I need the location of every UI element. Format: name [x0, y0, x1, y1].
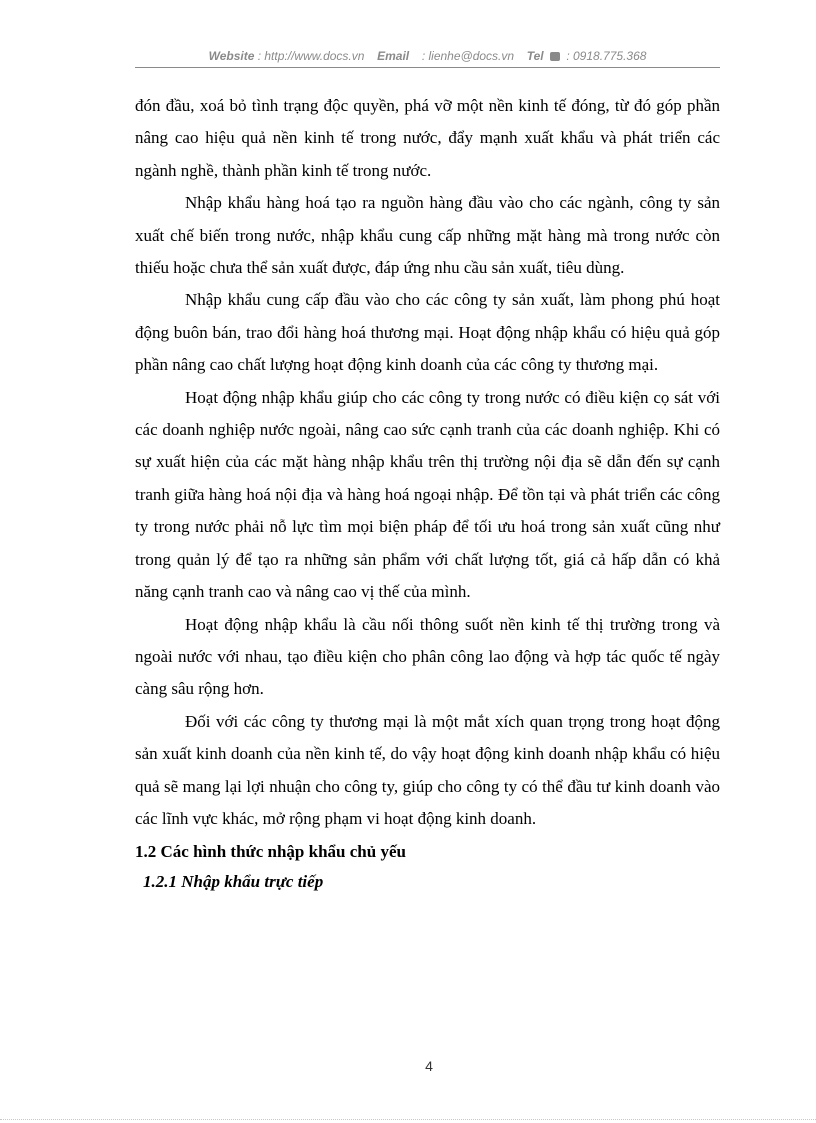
page-bottom-divider	[0, 1119, 816, 1120]
email-label: Email	[377, 49, 410, 63]
paragraph: Hoạt động nhập khẩu là cầu nối thông suốt nền kinh tế thị trường trong và ngoài nước với nhau, tạo điều kiện cho phân công lao động và hợp tác quốc tế ngày càng sâu rộng hơn.	[135, 614, 720, 699]
paragraph: Nhập khẩu cung cấp đầu vào cho các công ty sản xuất, làm phong phú hoạt động buôn bán, trao đổi hàng hoá thương mại. Hoạt động nhập khẩu có hiệu quả góp phần nâng cao chất lượng hoạt động kinh doanh của các công ty thương mại.	[135, 290, 720, 375]
website-value: : http://www.docs.vn	[257, 49, 365, 63]
email-value: : lienhe@docs.vn	[421, 49, 515, 63]
section-heading: 1.2 Các hình thức nhập khẩu chủ yếu	[135, 842, 406, 862]
page-header	[135, 47, 720, 68]
tel-value: : 0918.775.368	[566, 49, 647, 63]
paragraph: đón đầu, xoá bỏ tình trạng độc quyền, phá vỡ một nền kinh tế đóng, từ đó góp phần nâng cao hiệu quả nền kinh tế trong nước, đẩy mạnh xuất khẩu và phát triển các ngành nghề, thành phần kinh tế trong nước.	[135, 96, 720, 180]
page-number: 4	[425, 1058, 433, 1074]
paragraph: Hoạt động nhập khẩu giúp cho các công ty trong nước có điều kiện cọ sát với các doanh nghiệp nước ngoài, nâng cao sức cạnh tranh của các doanh nghiệp. Khi có sự xuất hiện của các mặt hàng nhập khẩu trên thị trường nội địa sẽ dẫn đến sự cạnh tranh giữa hàng hoá nội địa và hàng hoá ngoại nhập. Để tồn tại và phát triển các công ty trong nước phải nỗ lực tìm mọi biện pháp để tối ưu hoá trong sản xuất cũng như trong quản lý để tạo ra những sản phẩm với chất lượng tốt, giá cả hấp dẫn có khả năng cạnh tranh cao và nâng cao vị thế của mình.	[135, 387, 720, 602]
paragraph: Đối với các công ty thương mại là một mắt xích quan trọng trong hoạt động sản xuất kinh doanh của nền kinh tế, do vậy hoạt động kinh doanh nhập khẩu có hiệu quả sẽ mang lại lợi nhuận cho công ty, giúp cho công ty có thể đầu tư kinh doanh vào các lĩnh vực khác, mở rộng phạm vi hoạt động kinh doanh.	[135, 711, 720, 828]
website-label: Website	[208, 49, 255, 63]
paragraph: Nhập khẩu hàng hoá tạo ra nguồn hàng đầu vào cho các ngành, công ty sản xuất chế biến trong nước, nhập khẩu cung cấp những mặt hàng mà trong nước còn thiếu hoặc chưa thể sản xuất được, đáp ứng nhu cầu sản xuất, tiêu dùng.	[135, 193, 720, 278]
phone-icon	[550, 52, 560, 61]
subsection-heading: 1.2.1 Nhập khẩu trực tiếp	[143, 872, 324, 892]
tel-label: Tel	[526, 49, 544, 63]
document-body	[135, 90, 720, 896]
